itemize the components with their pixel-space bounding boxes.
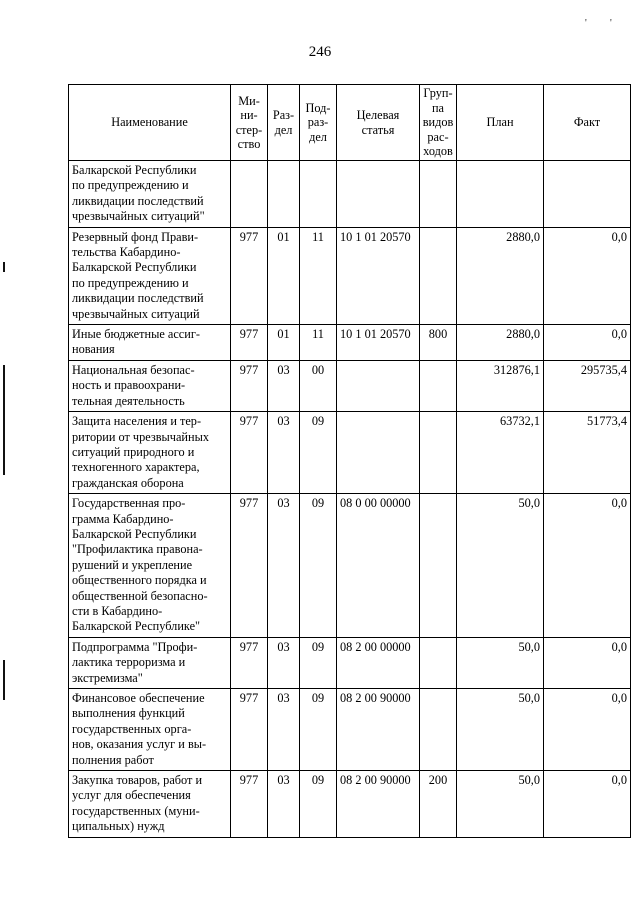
row-group xyxy=(420,161,457,228)
row-ministry: 977 xyxy=(231,360,268,411)
scan-artifact-dot: ' xyxy=(585,18,587,29)
scan-artifact-mark xyxy=(3,262,5,272)
row-fact: 0,0 xyxy=(544,227,631,324)
row-fact: 51773,4 xyxy=(544,412,631,494)
row-group: 200 xyxy=(420,771,457,838)
header-ministry: Ми- ни- стер- ство xyxy=(231,85,268,161)
scan-artifact-mark xyxy=(3,365,5,475)
row-target: 10 1 01 20570 xyxy=(337,227,420,324)
table-row xyxy=(69,689,631,771)
row-ministry: 977 xyxy=(231,494,268,638)
row-name: Балкарской Республики по предупреждению и ликвидации последствий чрезвычайных ситуаций" xyxy=(69,161,231,228)
row-subsection: 11 xyxy=(300,227,337,324)
row-name: Государственная про- грамма Кабардино- Балкарской Республики "Профилактика правона- рушений и укрепление общественного порядка и общественной безопасно- сти в Кабардино- Балкарской Республике" xyxy=(69,494,231,638)
row-plan: 50,0 xyxy=(457,689,544,771)
row-group: 800 xyxy=(420,325,457,361)
table-row xyxy=(69,494,631,638)
table-row xyxy=(69,161,631,228)
row-fact: 295735,4 xyxy=(544,360,631,411)
row-name: Защита населения и тер- ритории от чрезвычайных ситуаций природного и техногенного характера, гражданская оборона xyxy=(69,412,231,494)
header-name: Наименование xyxy=(69,85,231,161)
table-header-row xyxy=(69,85,631,161)
row-target xyxy=(337,161,420,228)
row-group xyxy=(420,412,457,494)
row-target xyxy=(337,360,420,411)
row-plan xyxy=(457,161,544,228)
table-row xyxy=(69,360,631,411)
row-fact: 0,0 xyxy=(544,494,631,638)
row-section: 03 xyxy=(268,412,300,494)
row-subsection: 09 xyxy=(300,412,337,494)
table-row xyxy=(69,771,631,838)
row-plan: 312876,1 xyxy=(457,360,544,411)
row-plan: 2880,0 xyxy=(457,227,544,324)
row-subsection: 09 xyxy=(300,494,337,638)
row-fact: 0,0 xyxy=(544,637,631,688)
row-group xyxy=(420,494,457,638)
row-fact: 0,0 xyxy=(544,325,631,361)
row-section: 03 xyxy=(268,494,300,638)
row-ministry: 977 xyxy=(231,412,268,494)
header-target: Целевая статья xyxy=(337,85,420,161)
row-name: Резервный фонд Прави- тельства Кабардино- Балкарской Республики по предупреждению и ликвидации последствий чрезвычайных ситуаций xyxy=(69,227,231,324)
scan-artifact-mark xyxy=(3,660,5,700)
row-subsection: 09 xyxy=(300,689,337,771)
row-ministry: 977 xyxy=(231,771,268,838)
header-group: Груп- па видов рас- ходов xyxy=(420,85,457,161)
row-group xyxy=(420,689,457,771)
row-group xyxy=(420,360,457,411)
row-section: 03 xyxy=(268,360,300,411)
row-name: Национальная безопас- ность и правоохрани- тельная деятельность xyxy=(69,360,231,411)
row-fact xyxy=(544,161,631,228)
header-fact: Факт xyxy=(544,85,631,161)
row-subsection: 00 xyxy=(300,360,337,411)
table-row xyxy=(69,325,631,361)
row-section: 01 xyxy=(268,227,300,324)
scan-artifact-dot: ' xyxy=(610,18,612,29)
budget-table xyxy=(68,84,631,838)
row-fact: 0,0 xyxy=(544,689,631,771)
header-section: Раз- дел xyxy=(268,85,300,161)
row-target: 08 2 00 90000 xyxy=(337,771,420,838)
row-plan: 50,0 xyxy=(457,771,544,838)
table-row xyxy=(69,637,631,688)
row-group xyxy=(420,637,457,688)
row-section: 01 xyxy=(268,325,300,361)
row-ministry: 977 xyxy=(231,689,268,771)
row-subsection: 11 xyxy=(300,325,337,361)
page-number: 246 xyxy=(308,44,332,60)
row-ministry xyxy=(231,161,268,228)
table-row xyxy=(69,227,631,324)
row-name: Подпрограмма "Профи- лактика терроризма и экстремизма" xyxy=(69,637,231,688)
header-subsection: Под- раз- дел xyxy=(300,85,337,161)
row-name: Закупка товаров, работ и услуг для обеспечения государственных (муни- ципальных) нужд xyxy=(69,771,231,838)
row-subsection xyxy=(300,161,337,228)
row-target: 08 2 00 90000 xyxy=(337,689,420,771)
row-section: 03 xyxy=(268,689,300,771)
row-plan: 63732,1 xyxy=(457,412,544,494)
row-section: 03 xyxy=(268,637,300,688)
table-row xyxy=(69,412,631,494)
row-target xyxy=(337,412,420,494)
row-plan: 50,0 xyxy=(457,494,544,638)
row-section xyxy=(268,161,300,228)
row-plan: 2880,0 xyxy=(457,325,544,361)
row-ministry: 977 xyxy=(231,637,268,688)
row-ministry: 977 xyxy=(231,227,268,324)
row-group xyxy=(420,227,457,324)
row-subsection: 09 xyxy=(300,637,337,688)
row-plan: 50,0 xyxy=(457,637,544,688)
row-name: Иные бюджетные ассиг- нования xyxy=(69,325,231,361)
row-target: 08 2 00 00000 xyxy=(337,637,420,688)
row-section: 03 xyxy=(268,771,300,838)
header-plan: План xyxy=(457,85,544,161)
row-name: Финансовое обеспечение выполнения функций государственных орга- нов, оказания услуг и вы- полнения работ xyxy=(69,689,231,771)
row-subsection: 09 xyxy=(300,771,337,838)
row-fact: 0,0 xyxy=(544,771,631,838)
row-target: 10 1 01 20570 xyxy=(337,325,420,361)
row-ministry: 977 xyxy=(231,325,268,361)
row-target: 08 0 00 00000 xyxy=(337,494,420,638)
